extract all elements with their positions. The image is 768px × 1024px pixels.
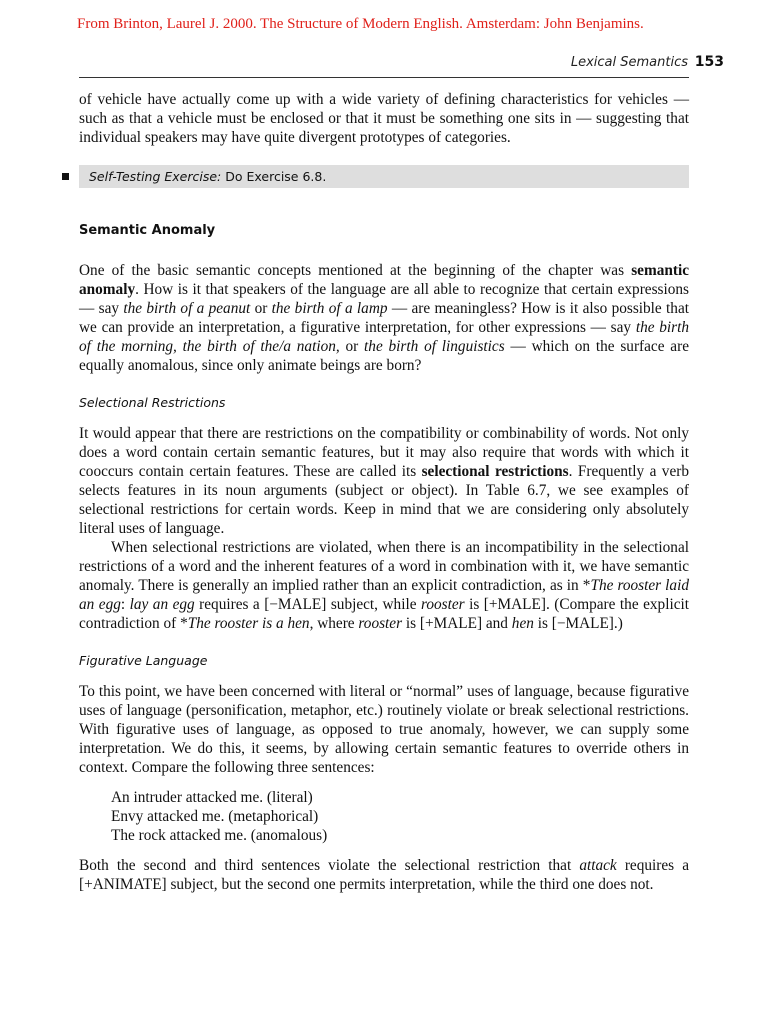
page-body	[79, 90, 689, 894]
exercise-box	[79, 165, 689, 188]
figurative-paragraph-1: To this point, we have been concerned with literal or “normal” uses of language, because figurative uses of language (personification, metaphor, etc.) routinely violate or break selectional restrictions. With figurative uses of language, as opposed to true anomaly, however, we can supply some interpretation. We do this, it seems, by allowing certain semantic features to override others in context. Compare the following three sentences:	[79, 683, 689, 776]
example-sentences	[111, 788, 689, 845]
exercise-text: Do Exercise 6.8.	[221, 169, 327, 184]
running-head	[79, 52, 724, 77]
example-sentence: An intruder attacked me. (literal)	[111, 789, 313, 806]
intro-paragraph: of vehicle have actually come up with a wide variety of defining characteristics for vehicles — such as that a vehicle must be enclosed or that it must be something one sits in — suggesting that individual speakers may have quite divergent prototypes of categories.	[79, 91, 689, 146]
square-bullet-icon	[62, 173, 69, 180]
example-sentence: The rock attacked me. (anomalous)	[111, 827, 328, 844]
selectional-paragraph-2: When selectional restrictions are violated, when there is an incompatibility in the selectional restrictions of a word and the inherent features of a word in combination with it, we have semantic anomaly. There is generally an implied rather than an explicit contradiction, as in *The rooster laid an egg: lay an egg requires a [−MALE] subject, while rooster is [+MALE]. (Compare the explicit contradiction of *The rooster is a hen, where rooster is [+MALE] and hen is [−MALE].)	[79, 539, 689, 632]
semantic-anomaly-paragraph: One of the basic semantic concepts mentioned at the beginning of the chapter was semantic anomaly. How is it that speakers of the language are all able to recognize that certain expressions — say the birth of a peanut or the birth of a lamp — are meaningless? How is it also possible that we can provide an interpretation, a figurative interpretation, for other expressions — say the birth of the morning, the birth of the/a nation, or the birth of linguistics — which on the surface are equally anomalous, since only animate beings are born?	[79, 262, 690, 374]
running-head-title: Lexical Semantics	[570, 55, 688, 70]
subsection-heading-selectional-restrictions: Selectional Restrictions	[79, 395, 226, 410]
example-sentence: Envy attacked me. (metaphorical)	[111, 808, 319, 825]
subsection-heading-figurative-language: Figurative Language	[79, 653, 208, 668]
page-number: 153	[694, 54, 724, 70]
selectional-paragraph-1: It would appear that there are restrictions on the compatibility or combinability of words. Not only does a word contain certain semantic features, but it may also require that words with which it cooccurs contain certain features. These are called its selectional restrictions. Frequently a verb selects features in its noun arguments (subject or object). In Table 6.7, we see examples of selectional restrictions for certain words. Keep in mind that we are considering only absolutely literal uses of language.	[79, 425, 689, 537]
citation-header: From Brinton, Laurel J. 2000. The Structure of Modern English. Amsterdam: John Benjamins.	[77, 16, 644, 32]
exercise-label: Self-Testing Exercise:	[89, 169, 222, 184]
header-rule	[79, 77, 689, 78]
section-heading-semantic-anomaly: Semantic Anomaly	[79, 223, 216, 238]
figurative-paragraph-2: Both the second and third sentences violate the selectional restriction that attack requires a [+ANIMATE] subject, but the second one permits interpretation, while the third one does not.	[79, 857, 689, 893]
